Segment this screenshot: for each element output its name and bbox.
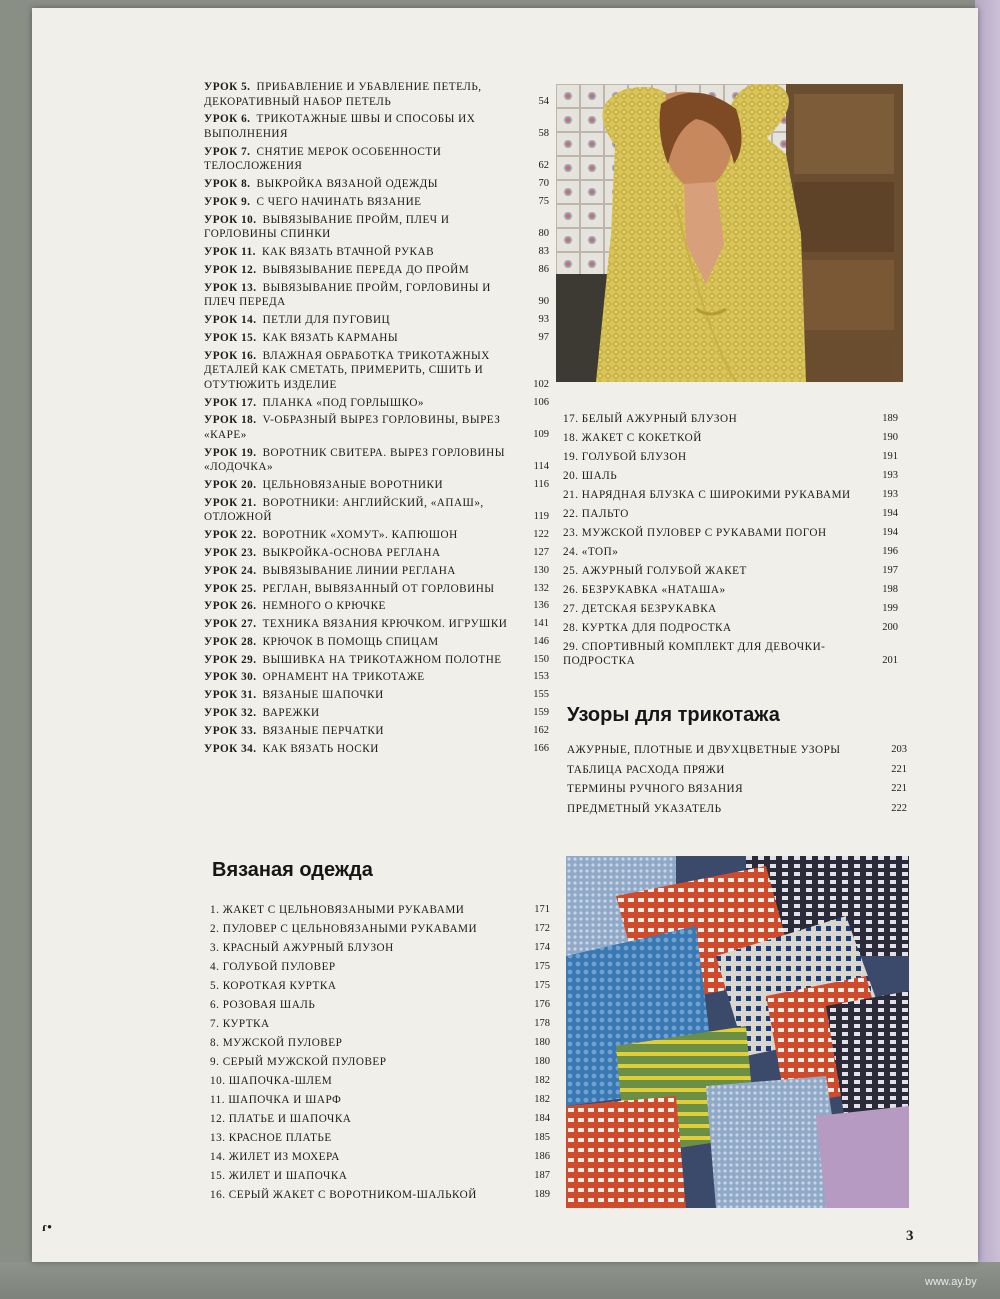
lesson-number: УРОК 6. bbox=[204, 113, 251, 126]
lesson-title: С ЧЕГО НАЧИНАТЬ ВЯЗАНИЕ bbox=[256, 195, 422, 208]
toc-entry-title: АЖУРНЫЕ, ПЛОТНЫЕ И ДВУХЦВЕТНЫЕ УЗОРЫ bbox=[567, 744, 841, 756]
toc-entry bbox=[563, 583, 898, 598]
lesson-title: РЕГЛАН, ВЫВЯЗАННЫЙ ОТ ГОРЛОВИНЫ bbox=[262, 582, 495, 595]
toc-entry-title: 8. МУЖСКОЙ ПУЛОВЕР bbox=[210, 1036, 343, 1049]
clothing-list bbox=[210, 903, 550, 1207]
toc-entry-title bbox=[204, 177, 525, 192]
toc-page-number: 54 bbox=[538, 95, 549, 107]
toc-entry-title bbox=[204, 281, 525, 310]
toc-page-number: 203 bbox=[891, 744, 907, 755]
toc-page-number: 172 bbox=[534, 922, 550, 934]
toc-page-number: 114 bbox=[533, 461, 549, 473]
lesson-title: КАК ВЯЗАТЬ КАРМАНЫ bbox=[262, 331, 399, 344]
toc-page-number: 150 bbox=[533, 653, 549, 665]
toc-page-number: 200 bbox=[882, 621, 898, 633]
background-fabric-right bbox=[975, 0, 1000, 1299]
toc-page-number: 190 bbox=[882, 431, 898, 443]
toc-entry-title: 18. ЖАКЕТ С КОКЕТКОЙ bbox=[563, 431, 702, 444]
lesson-number: УРОК 22. bbox=[204, 529, 257, 542]
toc-page-number: 184 bbox=[534, 1112, 550, 1124]
toc-page-number: 175 bbox=[534, 960, 550, 972]
toc-entry-title bbox=[204, 617, 525, 632]
toc-page-number: 90 bbox=[538, 296, 549, 308]
toc-entry-title: 6. РОЗОВАЯ ШАЛЬ bbox=[210, 998, 316, 1011]
toc-page-number: 182 bbox=[534, 1093, 550, 1105]
toc-page-number: 119 bbox=[533, 511, 549, 523]
lesson-number: УРОК 5. bbox=[204, 81, 251, 93]
toc-entry bbox=[210, 1074, 550, 1089]
lesson-title: ВЛАЖНАЯ ОБРАБОТКА ТРИКОТАЖНЫХ ДЕТАЛЕЙ КАК СМЕТАТЬ, ПРИМЕРИТЬ, СШИТЬ И ОТУТЮЖИТЬ ИЗДЕЛИЕ bbox=[204, 349, 490, 391]
toc-entry bbox=[567, 782, 907, 797]
toc-entry-title: 27. ДЕТСКАЯ БЕЗРУКАВКА bbox=[563, 602, 717, 615]
toc-entry bbox=[563, 545, 898, 560]
toc-entry bbox=[210, 903, 550, 918]
toc-page-number: 102 bbox=[533, 378, 549, 390]
toc-page-number: 62 bbox=[538, 160, 549, 172]
page-number: 3 bbox=[906, 1228, 914, 1244]
lesson-number: УРОК 8. bbox=[204, 178, 251, 191]
toc-page-number: 178 bbox=[534, 1017, 550, 1029]
lesson-number: УРОК 10. bbox=[204, 213, 257, 226]
lesson-number: УРОК 9. bbox=[204, 195, 251, 208]
toc-page-number: 127 bbox=[533, 547, 549, 558]
toc-page-number: 185 bbox=[534, 1131, 550, 1143]
toc-entry-title: 25. АЖУРНЫЙ ГОЛУБОЙ ЖАКЕТ bbox=[563, 564, 747, 577]
toc-entry-title bbox=[204, 349, 525, 393]
toc-entry-title bbox=[204, 446, 525, 475]
toc-entry bbox=[204, 564, 549, 579]
toc-entry-title: 15. ЖИЛЕТ И ШАПОЧКА bbox=[210, 1169, 348, 1182]
toc-page-number: 180 bbox=[534, 1055, 550, 1067]
toc-entry bbox=[210, 1188, 550, 1203]
toc-page-number: 189 bbox=[882, 413, 898, 424]
toc-entry-title bbox=[204, 546, 525, 561]
lesson-number: УРОК 23. bbox=[204, 547, 257, 559]
toc-entry bbox=[204, 742, 549, 757]
toc-entry bbox=[204, 635, 549, 650]
section-heading-patterns: Узоры для трикотажа bbox=[567, 704, 780, 726]
lesson-title: ВЫКРОЙКА-ОСНОВА РЕГЛАНА bbox=[262, 547, 441, 559]
toc-entry-title bbox=[204, 80, 525, 109]
toc-entry bbox=[210, 1169, 550, 1184]
toc-page-number: 70 bbox=[538, 178, 549, 190]
toc-entry-title bbox=[204, 413, 525, 442]
lesson-title: КАК ВЯЗАТЬ ВТАЧНОЙ РУКАВ bbox=[261, 246, 435, 259]
lesson-title: ВЫШИВКА НА ТРИКОТАЖНОМ ПОЛОТНЕ bbox=[262, 653, 502, 666]
lesson-number: УРОК 16. bbox=[204, 349, 257, 362]
toc-entry-title: 10. ШАПОЧКА-ШЛЕМ bbox=[210, 1074, 333, 1087]
lesson-title: ВЫВЯЗЫВАНИЕ ЛИНИИ РЕГЛАНА bbox=[262, 564, 456, 577]
lesson-number: УРОК 7. bbox=[204, 145, 251, 158]
toc-page-number: 199 bbox=[882, 602, 898, 614]
lesson-title: ТЕХНИКА ВЯЗАНИЯ КРЮЧКОМ. ИГРУШКИ bbox=[262, 618, 508, 631]
toc-entry bbox=[204, 313, 549, 328]
toc-page-number: 162 bbox=[533, 724, 549, 736]
lesson-title: ВЯЗАНЫЕ ПЕРЧАТКИ bbox=[262, 724, 384, 737]
toc-page-number: 191 bbox=[882, 450, 898, 462]
toc-page-number: 222 bbox=[891, 802, 907, 814]
toc-page-number: 175 bbox=[534, 979, 550, 991]
toc-entry-title: 26. БЕЗРУКАВКА «НАТАША» bbox=[563, 583, 726, 596]
toc-entry-title bbox=[204, 195, 525, 210]
toc-entry bbox=[210, 1017, 550, 1032]
toc-entry bbox=[204, 528, 549, 543]
toc-page-number: 194 bbox=[882, 526, 898, 538]
toc-entry-title bbox=[204, 724, 525, 739]
toc-page-number: 182 bbox=[534, 1074, 550, 1086]
corner-mark: ɾ• bbox=[42, 1219, 52, 1234]
patterns-list bbox=[567, 743, 907, 821]
toc-entry-title bbox=[204, 396, 525, 411]
toc-entry-title bbox=[204, 263, 525, 278]
lesson-number: УРОК 30. bbox=[204, 671, 257, 684]
toc-entry-title bbox=[204, 688, 525, 703]
toc-page-number: 75 bbox=[538, 195, 549, 207]
toc-page-number: 130 bbox=[533, 564, 549, 576]
toc-entry bbox=[204, 281, 549, 310]
toc-entry-title: 13. КРАСНОЕ ПЛАТЬЕ bbox=[210, 1131, 332, 1144]
toc-entry-title: 9. СЕРЫЙ МУЖСКОЙ ПУЛОВЕР bbox=[210, 1055, 387, 1068]
toc-entry bbox=[204, 80, 549, 109]
photo-woman-yellow-cardigan bbox=[556, 84, 903, 382]
toc-entry bbox=[563, 488, 898, 503]
lesson-number: УРОК 24. bbox=[204, 564, 257, 577]
lesson-title: ПЛАНКА «ПОД ГОРЛЫШКО» bbox=[262, 396, 424, 409]
toc-entry bbox=[204, 546, 549, 561]
toc-entry bbox=[210, 1055, 550, 1070]
toc-entry bbox=[563, 469, 898, 484]
toc-entry-title: ПРЕДМЕТНЫЙ УКАЗАТЕЛЬ bbox=[567, 802, 722, 815]
toc-entry-title: 21. НАРЯДНАЯ БЛУЗКА С ШИРОКИМИ РУКАВАМИ bbox=[563, 488, 851, 501]
toc-entry-title bbox=[204, 112, 525, 141]
toc-entry bbox=[204, 446, 549, 475]
toc-page-number: 174 bbox=[534, 941, 550, 953]
toc-entry-title: 2. ПУЛОВЕР С ЦЕЛЬНОВЯЗАНЫМИ РУКАВАМИ bbox=[210, 922, 478, 935]
lesson-number: УРОК 34. bbox=[204, 742, 257, 755]
toc-page-number: 80 bbox=[538, 228, 549, 240]
toc-entry bbox=[204, 617, 549, 632]
lesson-number: УРОК 11. bbox=[204, 246, 256, 259]
toc-entry bbox=[563, 412, 898, 427]
lesson-number: УРОК 12. bbox=[204, 263, 257, 276]
lesson-number: УРОК 17. bbox=[204, 396, 257, 409]
lesson-title: ВЫВЯЗЫВАНИЕ ПРОЙМ, ПЛЕЧ И ГОРЛОВИНЫ СПИНКИ bbox=[204, 213, 450, 241]
lesson-number: УРОК 21. bbox=[204, 496, 257, 509]
toc-entry bbox=[210, 979, 550, 994]
toc-entry bbox=[210, 998, 550, 1013]
lesson-title: ПЕТЛИ ДЛЯ ПУГОВИЦ bbox=[262, 314, 391, 326]
toc-entry bbox=[204, 213, 549, 242]
toc-entry-title bbox=[204, 670, 525, 685]
toc-entry bbox=[204, 688, 549, 703]
toc-page-number: 93 bbox=[538, 314, 549, 325]
toc-entry bbox=[563, 564, 898, 579]
lesson-number: УРОК 13. bbox=[204, 281, 257, 294]
photo-knitted-swatches bbox=[566, 856, 909, 1208]
toc-entry-title bbox=[204, 528, 525, 543]
toc-entry bbox=[563, 507, 898, 522]
toc-entry bbox=[210, 941, 550, 956]
toc-page-number: 155 bbox=[533, 689, 549, 701]
toc-entry-title bbox=[204, 635, 525, 650]
toc-page-number: 122 bbox=[533, 529, 549, 541]
toc-entry-title: 16. СЕРЫЙ ЖАКЕТ С ВОРОТНИКОМ-ШАЛЬКОЙ bbox=[210, 1188, 477, 1201]
toc-page-number: 109 bbox=[533, 428, 549, 440]
lesson-number: УРОК 27. bbox=[204, 618, 257, 631]
toc-page-number: 187 bbox=[534, 1169, 550, 1181]
toc-entry-title: 22. ПАЛЬТО bbox=[563, 507, 629, 520]
toc-page-number: 193 bbox=[882, 469, 898, 481]
lesson-number: УРОК 25. bbox=[204, 582, 257, 595]
toc-entry-title: 28. КУРТКА ДЛЯ ПОДРОСТКА bbox=[563, 621, 732, 634]
lesson-number: УРОК 18. bbox=[204, 414, 257, 427]
toc-entry-title: 5. КОРОТКАЯ КУРТКА bbox=[210, 979, 337, 992]
lesson-title: ВОРОТНИК «ХОМУТ». КАПЮШОН bbox=[262, 529, 458, 542]
toc-page-number: 176 bbox=[534, 998, 550, 1010]
toc-entry-title: 29. СПОРТИВНЫЙ КОМПЛЕКТ ДЛЯ ДЕВОЧКИ-ПОДРОСТКА bbox=[563, 640, 826, 668]
toc-page-number: 194 bbox=[882, 507, 898, 519]
toc-entry bbox=[563, 526, 898, 541]
toc-entry bbox=[210, 922, 550, 937]
toc-entry-title: 12. ПЛАТЬЕ И ШАПОЧКА bbox=[210, 1112, 352, 1125]
lesson-number: УРОК 32. bbox=[204, 707, 257, 720]
toc-entry bbox=[210, 960, 550, 975]
toc-entry-title bbox=[204, 145, 525, 174]
toc-entry bbox=[563, 621, 898, 636]
toc-entry-title: 20. ШАЛЬ bbox=[563, 469, 618, 482]
toc-entry bbox=[204, 599, 549, 614]
toc-entry bbox=[210, 1112, 550, 1127]
toc-entry bbox=[204, 245, 549, 260]
toc-entry bbox=[204, 413, 549, 442]
toc-entry-title bbox=[204, 582, 525, 597]
lesson-title: ВЫВЯЗЫВАНИЕ ПРОЙМ, ГОРЛОВИНЫ И ПЛЕЧ ПЕРЕДА bbox=[204, 281, 491, 309]
toc-entry bbox=[204, 349, 549, 393]
toc-entry bbox=[204, 145, 549, 174]
toc-page-number: 159 bbox=[533, 707, 549, 719]
clothing-list-continued bbox=[563, 412, 898, 673]
lesson-number: УРОК 33. bbox=[204, 724, 257, 737]
lesson-title: ВЫКРОЙКА ВЯЗАНОЙ ОДЕЖДЫ bbox=[256, 178, 439, 191]
toc-entry-title: 3. КРАСНЫЙ АЖУРНЫЙ БЛУЗОН bbox=[210, 941, 394, 954]
toc-page-number: 83 bbox=[538, 246, 549, 258]
lesson-title: ВОРОТНИКИ: АНГЛИЙСКИЙ, «АПАШ», ОТЛОЖНОЙ bbox=[204, 496, 484, 524]
toc-entry-title: ТЕРМИНЫ РУЧНОГО ВЯЗАНИЯ bbox=[567, 783, 744, 796]
toc-entry bbox=[204, 396, 549, 411]
lesson-number: УРОК 26. bbox=[204, 600, 257, 613]
toc-entry-title: 11. ШАПОЧКА И ШАРФ bbox=[210, 1093, 342, 1106]
toc-page-number: 193 bbox=[882, 488, 898, 500]
toc-entry-title bbox=[204, 478, 525, 493]
toc-page-number: 153 bbox=[533, 671, 549, 683]
lesson-title: ВАРЕЖКИ bbox=[262, 707, 320, 720]
toc-entry-title: 23. МУЖСКОЙ ПУЛОВЕР С РУКАВАМИ ПОГОН bbox=[563, 526, 827, 539]
toc-entry-title bbox=[204, 564, 525, 579]
toc-page-number: 198 bbox=[882, 583, 898, 595]
toc-page-number: 197 bbox=[882, 564, 898, 576]
toc-entry bbox=[204, 724, 549, 739]
toc-entry bbox=[204, 112, 549, 141]
toc-entry-title bbox=[204, 653, 525, 668]
toc-entry-title: 19. ГОЛУБОЙ БЛУЗОН bbox=[563, 450, 687, 463]
lessons-list bbox=[204, 80, 549, 759]
toc-page-number: 136 bbox=[533, 600, 549, 612]
toc-entry-title: 14. ЖИЛЕТ ИЗ МОХЕРА bbox=[210, 1150, 340, 1163]
toc-entry bbox=[204, 496, 549, 525]
toc-page-number: 146 bbox=[533, 635, 549, 647]
lesson-number: УРОК 29. bbox=[204, 653, 257, 666]
lesson-number: УРОК 14. bbox=[204, 314, 257, 326]
toc-page-number: 186 bbox=[534, 1150, 550, 1162]
lesson-title: КАК ВЯЗАТЬ НОСКИ bbox=[262, 742, 379, 755]
lesson-number: УРОК 15. bbox=[204, 331, 257, 344]
lesson-title: V-ОБРАЗНЫЙ ВЫРЕЗ ГОРЛОВИНЫ, ВЫРЕЗ «КАРЕ» bbox=[204, 414, 501, 441]
toc-entry bbox=[210, 1036, 550, 1051]
toc-entry bbox=[210, 1150, 550, 1165]
toc-page-number: 141 bbox=[533, 618, 549, 630]
toc-entry-title: 7. КУРТКА bbox=[210, 1017, 270, 1030]
toc-page-number: 86 bbox=[538, 263, 549, 275]
toc-page-number: 106 bbox=[533, 396, 549, 408]
toc-page-number: 201 bbox=[882, 655, 898, 667]
lesson-title: ВЯЗАНЫЕ ШАПОЧКИ bbox=[262, 689, 384, 702]
lesson-title: ВЫВЯЗЫВАНИЕ ПЕРЕДА ДО ПРОЙМ bbox=[262, 263, 470, 276]
lesson-number: УРОК 28. bbox=[204, 635, 257, 648]
toc-entry bbox=[563, 640, 898, 669]
toc-entry bbox=[204, 706, 549, 721]
toc-entry bbox=[563, 602, 898, 617]
toc-entry-title: 1. ЖАКЕТ С ЦЕЛЬНОВЯЗАНЫМИ РУКАВАМИ bbox=[210, 904, 465, 916]
toc-page-number: 196 bbox=[882, 545, 898, 557]
toc-entry-title bbox=[204, 599, 525, 614]
lesson-title: ЦЕЛЬНОВЯЗАНЫЕ ВОРОТНИКИ bbox=[262, 479, 444, 492]
watermark: www.ay.by bbox=[925, 1276, 977, 1288]
toc-entry bbox=[204, 195, 549, 210]
section-heading-clothing: Вязаная одежда bbox=[212, 859, 373, 881]
toc-entry bbox=[204, 582, 549, 597]
toc-entry bbox=[563, 450, 898, 465]
toc-entry bbox=[210, 1093, 550, 1108]
toc-entry bbox=[210, 1131, 550, 1146]
toc-page-number: 132 bbox=[533, 582, 549, 594]
toc-entry bbox=[567, 802, 907, 817]
lesson-title: ПРИБАВЛЕНИЕ И УБАВЛЕНИЕ ПЕТЕЛЬ, ДЕКОРАТИВНЫЙ НАБОР ПЕТЕЛЬ bbox=[204, 81, 482, 108]
toc-entry-title bbox=[204, 313, 525, 328]
toc-entry bbox=[204, 478, 549, 493]
toc-entry bbox=[204, 670, 549, 685]
toc-entry-title bbox=[204, 331, 525, 346]
lesson-number: УРОК 31. bbox=[204, 689, 257, 702]
toc-entry-title bbox=[204, 245, 525, 260]
toc-page-number: 97 bbox=[538, 331, 549, 343]
lesson-title: ВОРОТНИК СВИТЕРА. ВЫРЕЗ ГОРЛОВИНЫ «ЛОДОЧКА» bbox=[204, 446, 505, 474]
lesson-title: ОРНАМЕНТ НА ТРИКОТАЖЕ bbox=[262, 671, 425, 684]
toc-entry bbox=[567, 743, 907, 758]
toc-entry-title: 24. «ТОП» bbox=[563, 545, 619, 558]
toc-page-number: 171 bbox=[534, 904, 550, 915]
toc-entry-title: 4. ГОЛУБОЙ ПУЛОВЕР bbox=[210, 960, 336, 973]
toc-entry bbox=[204, 263, 549, 278]
lesson-title: ТРИКОТАЖНЫЕ ШВЫ И СПОСОБЫ ИХ ВЫПОЛНЕНИЯ bbox=[204, 113, 476, 140]
toc-entry-title bbox=[204, 213, 525, 242]
toc-entry bbox=[204, 331, 549, 346]
lesson-number: УРОК 19. bbox=[204, 446, 257, 459]
toc-entry bbox=[563, 431, 898, 446]
toc-page-number: 180 bbox=[534, 1036, 550, 1048]
toc-entry-title bbox=[204, 706, 525, 721]
toc-page-number: 221 bbox=[891, 763, 907, 775]
toc-page-number: 116 bbox=[533, 479, 549, 491]
toc-entry-title bbox=[204, 742, 525, 757]
lesson-title: СНЯТИЕ МЕРОК ОСОБЕННОСТИ ТЕЛОСЛОЖЕНИЯ bbox=[204, 145, 442, 173]
toc-page-number: 166 bbox=[533, 742, 549, 754]
toc-entry bbox=[567, 763, 907, 778]
background-table-bottom bbox=[0, 1262, 1000, 1299]
toc-page-number: 58 bbox=[538, 127, 549, 139]
toc-entry bbox=[204, 653, 549, 668]
toc-page-number: 221 bbox=[891, 783, 907, 795]
lesson-number: УРОК 20. bbox=[204, 479, 257, 492]
toc-entry-title: ТАБЛИЦА РАСХОДА ПРЯЖИ bbox=[567, 763, 725, 776]
lesson-title: НЕМНОГО О КРЮЧКЕ bbox=[262, 600, 386, 613]
lesson-title: КРЮЧОК В ПОМОЩЬ СПИЦАМ bbox=[262, 635, 439, 648]
toc-entry-title: 17. БЕЛЫЙ АЖУРНЫЙ БЛУЗОН bbox=[563, 413, 738, 425]
toc-entry bbox=[204, 177, 549, 192]
toc-entry-title bbox=[204, 496, 525, 525]
toc-page-number: 189 bbox=[534, 1188, 550, 1200]
